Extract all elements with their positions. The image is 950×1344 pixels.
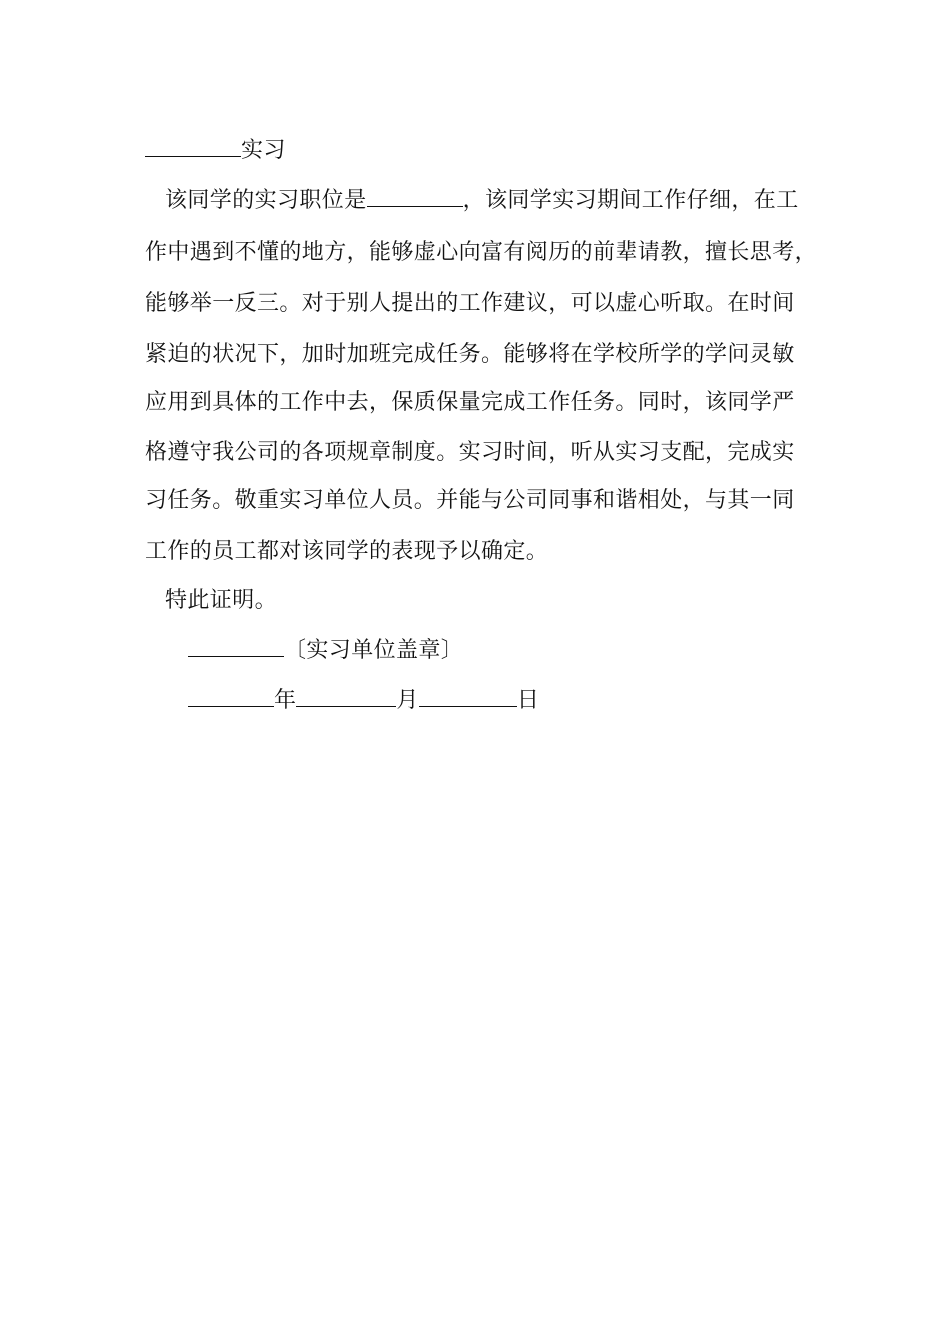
paragraph-line-3: 能够举一反三。对于别人提出的工作建议，可以虚心听取。在时间 (145, 291, 795, 316)
year-blank (188, 686, 274, 707)
paragraph-line-1 (165, 186, 799, 216)
paragraph-line-7: 习任务。敬重实习单位人员。并能与公司同事和谐相处，与其一同 (145, 488, 795, 513)
date-line (188, 686, 539, 716)
title-suffix: 实习 (241, 138, 286, 163)
position-label: 该同学的实习职位是 (165, 188, 367, 213)
title-line (145, 136, 286, 166)
stamp-label: 〔实习单位盖章〕 (284, 638, 464, 663)
paragraph-line-1-rest: ，该同学实习期间工作仔细，在工 (462, 188, 799, 213)
paragraph-line-6: 格遵守我公司的各项规章制度。实习时间，听从实习支配，完成实 (145, 440, 795, 465)
day-label: 日 (516, 688, 540, 713)
paragraph-line-2: 作中遇到不懂的地方，能够虚心向富有阅历的前辈请教，擅长思考， (145, 240, 818, 265)
blank-field (145, 136, 241, 157)
paragraph-line-4: 紧迫的状况下，加时加班完成任务。能够将在学校所学的学问灵敏 (145, 342, 795, 367)
year-label: 年 (274, 688, 297, 713)
paragraph-line-8: 工作的员工都对该同学的表现予以确定。 (145, 539, 549, 564)
month-blank (296, 686, 396, 707)
closing-statement: 特此证明。 (165, 588, 278, 613)
month-label: 月 (396, 688, 419, 713)
unit-blank (188, 636, 284, 657)
stamp-line (188, 636, 463, 666)
day-blank (419, 686, 517, 707)
paragraph-line-5: 应用到具体的工作中去，保质保量完成工作任务。同时，该同学严 (145, 390, 795, 415)
position-blank (367, 186, 463, 207)
